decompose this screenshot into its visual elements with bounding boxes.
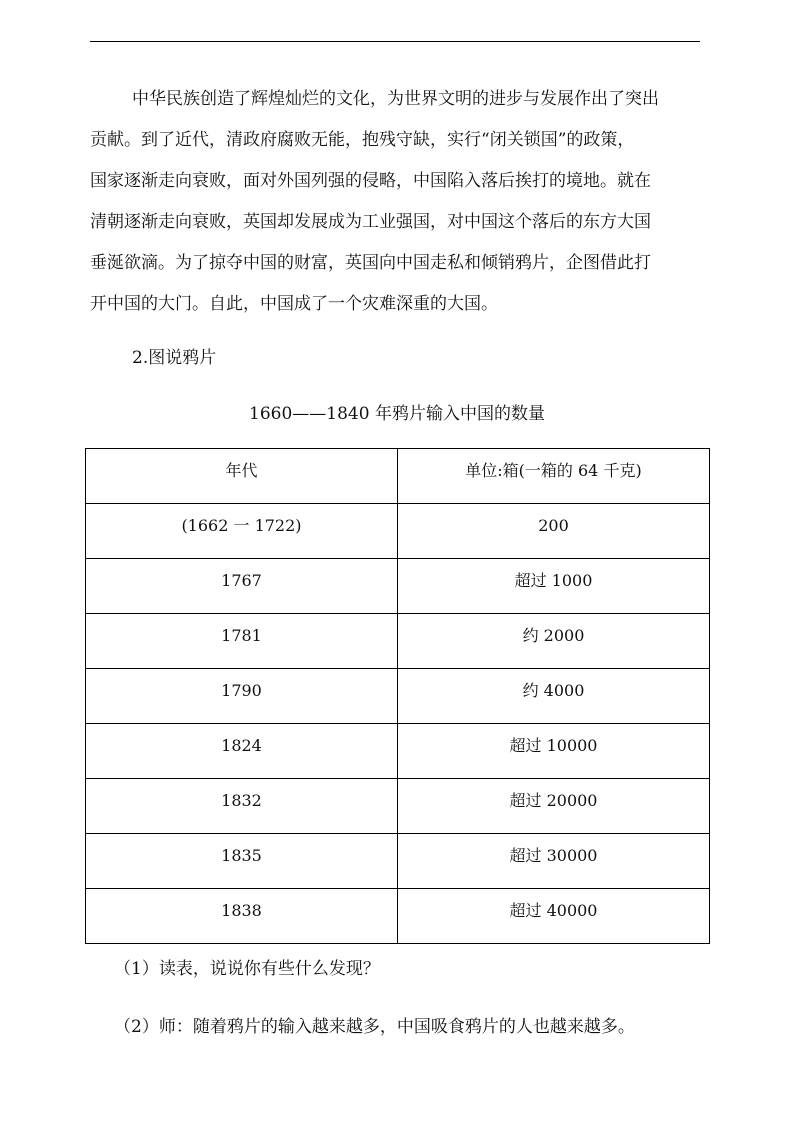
table-row xyxy=(86,834,710,889)
year-cell: 1835 xyxy=(86,834,398,889)
amount-cell: 超过 30000 xyxy=(398,834,710,889)
year-cell: 1790 xyxy=(86,669,398,724)
table-caption: 1660——1840 年鸦片输入中国的数量 xyxy=(249,404,545,424)
table-row xyxy=(86,779,710,834)
paragraph-line: 中华民族创造了辉煌灿烂的文化，为世界文明的进步与发展作出了突出 xyxy=(132,89,659,109)
table-row xyxy=(86,559,710,614)
section-heading: 2.图说鸦片 xyxy=(132,348,217,368)
amount-cell: 超过 40000 xyxy=(398,889,710,944)
question-1: （1）读表，说说你有些什么发现？ xyxy=(114,959,380,979)
opium-import-table xyxy=(85,448,710,944)
intro-paragraph xyxy=(90,79,716,325)
column-header-amount: 单位:箱(一箱的 64 千克) xyxy=(398,449,710,504)
header-rule xyxy=(90,41,700,42)
amount-cell: 约 2000 xyxy=(398,614,710,669)
table-row xyxy=(86,724,710,779)
year-cell: 1781 xyxy=(86,614,398,669)
amount-cell: 约 4000 xyxy=(398,669,710,724)
table-row xyxy=(86,614,710,669)
question-2: （2）师：随着鸦片的输入越来越多，中国吸食鸦片的人也越来越多。 xyxy=(114,1017,635,1037)
year-cell: 1832 xyxy=(86,779,398,834)
amount-cell: 200 xyxy=(398,504,710,559)
paragraph-line: 清朝逐渐走向衰败，英国却发展成为工业强国，对中国这个落后的东方大国 xyxy=(90,212,651,232)
paragraph-line: 贡献。到了近代，清政府腐败无能，抱残守缺，实行“闭关锁国”的政策， xyxy=(90,130,635,150)
year-cell: 1767 xyxy=(86,559,398,614)
year-cell: 1824 xyxy=(86,724,398,779)
paragraph-line: 垂涎欲滴。为了掠夺中国的财富，英国向中国走私和倾销鸦片，企图借此打 xyxy=(90,253,651,273)
amount-cell: 超过 20000 xyxy=(398,779,710,834)
amount-cell: 超过 1000 xyxy=(398,559,710,614)
table-row xyxy=(86,889,710,944)
table-row xyxy=(86,669,710,724)
column-header-year: 年代 xyxy=(86,449,398,504)
year-cell: 1838 xyxy=(86,889,398,944)
paragraph-line: 开中国的大门。自此，中国成了一个灾难深重的大国。 xyxy=(90,294,498,314)
table-header-row xyxy=(86,449,710,504)
table-row xyxy=(86,504,710,559)
year-cell: (1662 一 1722) xyxy=(86,504,398,559)
amount-cell: 超过 10000 xyxy=(398,724,710,779)
paragraph-line: 国家逐渐走向衰败，面对外国列强的侵略，中国陷入落后挨打的境地。就在 xyxy=(90,171,651,191)
